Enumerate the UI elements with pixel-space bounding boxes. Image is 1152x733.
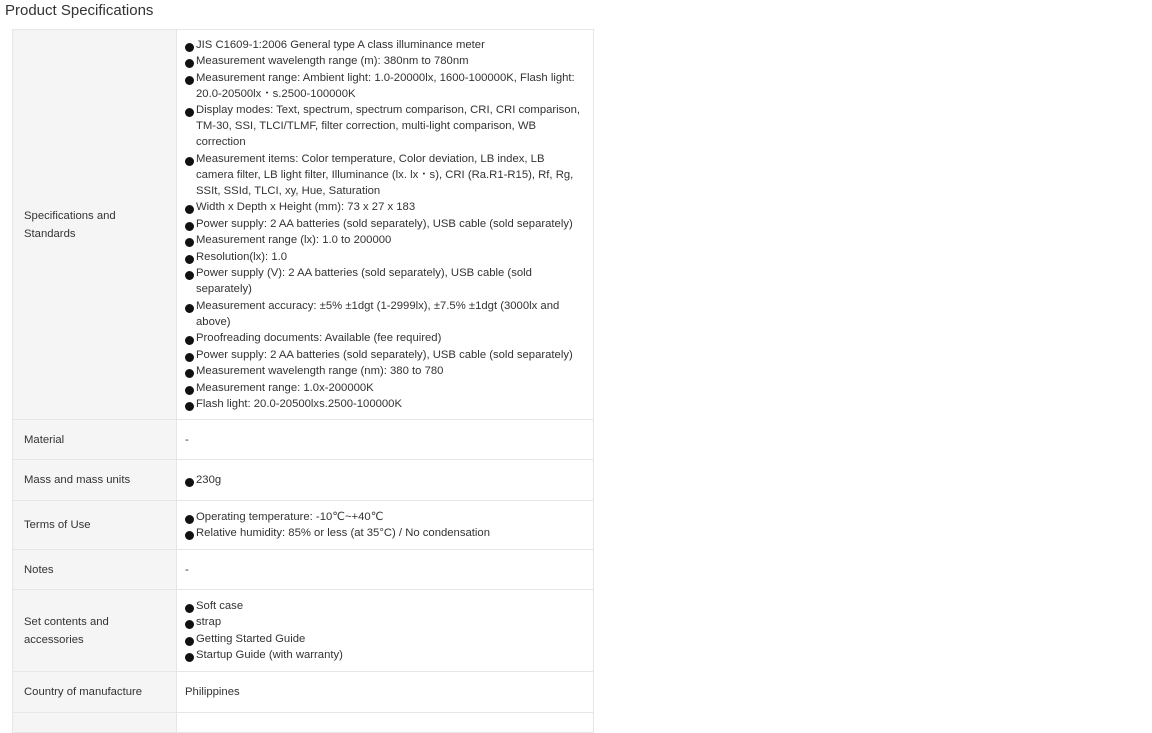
list-item: Operating temperature: -10℃~+40℃ xyxy=(185,509,585,525)
spec-value xyxy=(177,420,594,460)
spec-row xyxy=(13,501,594,550)
list-item: Power supply: 2 AA batteries (sold separately), USB cable (sold separately) xyxy=(185,216,585,232)
spec-row xyxy=(13,550,594,590)
spec-text: - xyxy=(185,563,189,576)
spec-value xyxy=(177,501,594,550)
spec-label: Set contents and accessories xyxy=(13,590,177,672)
list-item: Resolution(lx): 1.0 xyxy=(185,249,585,265)
list-item: Width x Depth x Height (mm): 73 x 27 x 183 xyxy=(185,199,585,215)
list-item: Measurement range: 1.0x-200000K xyxy=(185,380,585,396)
spec-table xyxy=(12,29,594,733)
list-item: Flash light: 20.0-20500lxs.2500-100000K xyxy=(185,396,585,412)
spec-row xyxy=(13,30,594,420)
spec-label xyxy=(13,713,177,733)
spec-row xyxy=(13,672,594,713)
list-item: Getting Started Guide xyxy=(185,631,585,647)
spec-label: Specifications and Standards xyxy=(13,30,177,420)
spec-list xyxy=(185,598,585,664)
list-item: Measurement wavelength range (nm): 380 to 780 xyxy=(185,363,585,379)
spec-row xyxy=(13,590,594,672)
spec-label: Notes xyxy=(13,550,177,590)
spec-label: Material xyxy=(13,420,177,460)
list-item: Measurement range (lx): 1.0 to 200000 xyxy=(185,232,585,248)
spec-value xyxy=(177,460,594,501)
spec-row xyxy=(13,713,594,733)
spec-value xyxy=(177,550,594,590)
list-item: strap xyxy=(185,614,585,630)
spec-value xyxy=(177,590,594,672)
spec-row xyxy=(13,460,594,501)
list-item: Measurement range: Ambient light: 1.0-20000lx, 1600-100000K, Flash light: 20.0-20500lx・s.2500-100000K xyxy=(185,70,585,102)
spec-list xyxy=(185,472,585,488)
list-item: Measurement wavelength range (m): 380nm to 780nm xyxy=(185,53,585,69)
spec-label: Terms of Use xyxy=(13,501,177,550)
spec-row xyxy=(13,420,594,460)
list-item: Display modes: Text, spectrum, spectrum comparison, CRI, CRI comparison, TM-30, SSI, TLCI/TLMF, filter correction, multi-light comparison, WB correction xyxy=(185,102,585,150)
spec-list xyxy=(185,509,585,542)
list-item: Power supply: 2 AA batteries (sold separately), USB cable (sold separately) xyxy=(185,347,585,363)
spec-label: Mass and mass units xyxy=(13,460,177,501)
list-item: Startup Guide (with warranty) xyxy=(185,647,585,663)
list-item: JIS C1609-1:2006 General type A class illuminance meter xyxy=(185,37,585,53)
spec-label: Country of manufacture xyxy=(13,672,177,713)
list-item: Measurement items: Color temperature, Color deviation, LB index, LB camera filter, LB light filter, Illuminance (lx. lx・s), CRI (Ra.R1-R15), Rf, Rg, SSIt, SSId, TLCI, xy, Hue, Saturation xyxy=(185,151,585,199)
spec-text: Philippines xyxy=(185,686,240,698)
spec-value xyxy=(177,30,594,420)
list-item: Relative humidity: 85% or less (at 35°C) / No condensation xyxy=(185,525,585,541)
list-item: 230g xyxy=(185,472,585,488)
page-title: Product Specifications xyxy=(5,2,154,19)
list-item: Power supply (V): 2 AA batteries (sold separately), USB cable (sold separately) xyxy=(185,265,585,297)
spec-value xyxy=(177,672,594,713)
list-item: Soft case xyxy=(185,598,585,614)
spec-text: - xyxy=(185,433,189,446)
list-item: Measurement accuracy: ±5% ±1dgt (1-2999lx), ±7.5% ±1dgt (3000lx and above) xyxy=(185,298,585,330)
spec-value xyxy=(177,713,594,733)
spec-list xyxy=(185,37,585,413)
list-item: Proofreading documents: Available (fee required) xyxy=(185,330,585,346)
